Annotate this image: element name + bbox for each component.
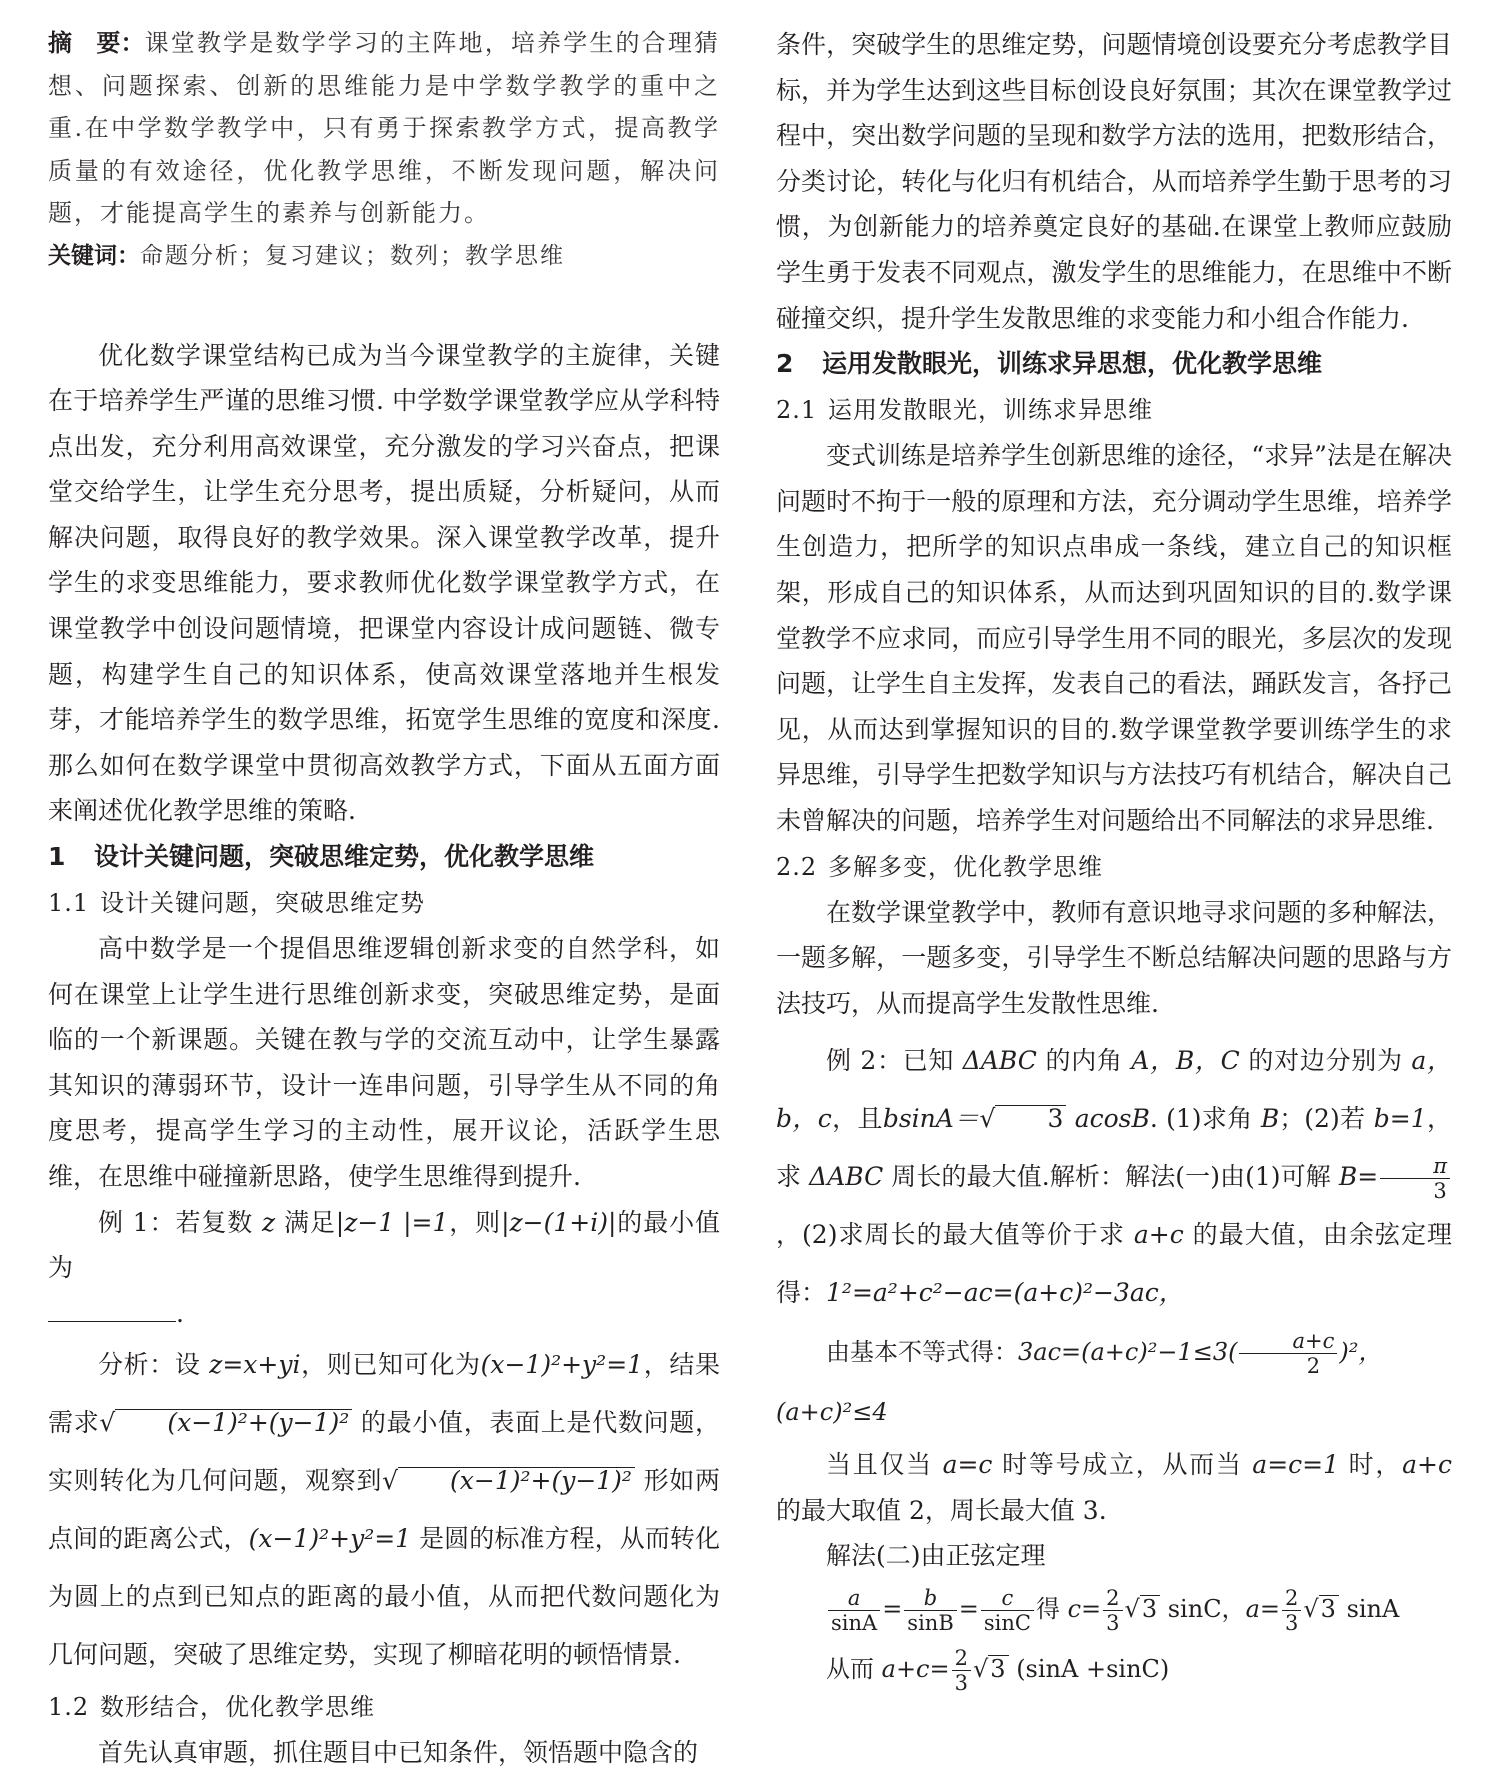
text: 分析：设 bbox=[98, 1350, 210, 1380]
section-title: 多解多变，优化教学思维 bbox=[828, 852, 1103, 881]
fraction-apc-over-2 bbox=[1239, 1329, 1337, 1378]
denominator: 3 bbox=[1284, 1611, 1299, 1636]
text: 的对边分别为 bbox=[1239, 1046, 1412, 1076]
abstract-text: 课堂教学是数学学习的主阵地，培养学生的合理猜想、问题探索、创新的思维能力是中学数学教学的重中之重.在中学数学教学中，只有勇于探索教学方式，提高教学质量的有效途径，优化教学思维，不断发现问题，解决问题，才能提高学生的素养与创新能力。 bbox=[48, 29, 720, 227]
numerator: a bbox=[828, 1586, 880, 1611]
section-2-1-heading bbox=[776, 387, 1452, 433]
analysis-paragraph bbox=[48, 1336, 720, 1684]
section-title: 设计关键问题，突破思维定势，优化教学思维 bbox=[94, 842, 595, 872]
right-column bbox=[776, 22, 1452, 1699]
section-1-2-continued: 条件，突破学生的思维定势，问题情境创设要充分考虑教学目标，并为学生达到这些目标创设良好氛围；其次在课堂教学过程中，突出数学问题的呈现和数学方法的选用，把数形结合，分类讨论，转化与化归有机结合，从而培养学生勤于思考的习惯，为创新能力的培养奠定良好的基础.在课堂上教师应鼓励学生勇于发表不同观点，激发学生的思维能力，在思维中不断碰撞交织，提升学生发散思维的求变能力和小组合作能力. bbox=[776, 30, 1452, 333]
section-number: 2.1 bbox=[776, 396, 818, 425]
section-1-heading bbox=[48, 834, 720, 880]
sqrt-expression: (x−1)²+(y−1)² bbox=[398, 1467, 635, 1494]
text: 是圆的标准方程，从而转化为圆上的点到已知点的距离的最小值，从而把代数问题化为几何问题，突破了思维定势，实现了柳暗花明的顿悟情景. bbox=[48, 1524, 720, 1670]
numerator: π bbox=[1380, 1154, 1450, 1179]
math: B bbox=[1260, 1104, 1280, 1134]
sqrt-sign: √ bbox=[972, 1655, 989, 1684]
denominator: sinA bbox=[831, 1611, 878, 1636]
math: a+c bbox=[1133, 1220, 1184, 1250]
text: . bbox=[176, 1298, 184, 1328]
section-1-2-paragraph: 首先认真审题，抓住题目中已知条件，领悟题中隐含的 bbox=[98, 1738, 699, 1768]
text: 的最大值，由余弦定理得： bbox=[776, 1220, 1452, 1308]
fraction-pi-over-3 bbox=[1380, 1154, 1450, 1203]
sqrt-expression: 3 bbox=[1319, 1595, 1339, 1622]
text: 当且仅当 bbox=[826, 1450, 943, 1480]
fraction-a-sinA bbox=[828, 1586, 880, 1635]
section-number: 1.2 bbox=[48, 1693, 90, 1722]
math: a= bbox=[1245, 1595, 1280, 1624]
section-number: 2 bbox=[776, 349, 794, 379]
fraction-2-3 bbox=[1103, 1586, 1122, 1635]
sqrt-expression: 3 bbox=[1140, 1595, 1160, 1622]
denominator: 2 bbox=[1306, 1354, 1321, 1379]
final-line bbox=[776, 1639, 1452, 1699]
sqrt-sign: √ bbox=[1124, 1595, 1140, 1624]
intro-paragraph: 优化数学课堂结构已成为当今课堂教学的主旋律，关键在于培养学生严谨的思维习惯. 中学数学课堂教学应从学科特点出发，充分利用高效课堂，充分激发的学习兴奋点，把课堂交给学生，让学生充分思考，提出质疑，分析疑问，从而解决问题，取得良好的教学效果。深入课堂教学改革，提升学生的求变思维能力，要求教师优化数学课堂教学方式，在课堂教学中创设问题情境，把课堂内容设计成问题链、微专题，构建学生自己的知识体系，使高效课堂落地并生根发芽，才能培养学生的数学思维，拓宽学生思维的宽度和深度.那么如何在数学课堂中贯彻高效教学方式，下面从五面方面来阐述优化教学思维的策略. bbox=[48, 340, 720, 826]
keywords-label: 关键词： bbox=[48, 242, 140, 269]
section-number: 1 bbox=[48, 842, 66, 872]
math: z=x+yi bbox=[209, 1350, 301, 1380]
text: 的内角 bbox=[1036, 1046, 1132, 1076]
math: ΔABC bbox=[962, 1046, 1037, 1076]
keywords-text: 命题分析；复习建议；数列；教学思维 bbox=[140, 242, 565, 269]
math: 3ac=(a+c)²−1≤3( bbox=[1018, 1338, 1238, 1367]
answer-blank bbox=[48, 1299, 176, 1322]
keywords bbox=[48, 235, 720, 277]
math: c= bbox=[1067, 1595, 1102, 1624]
math: B= bbox=[1338, 1162, 1379, 1192]
sqrt-sign: √ bbox=[1303, 1595, 1319, 1624]
sqrt-sign: √ bbox=[382, 1466, 399, 1496]
text: ，且 bbox=[831, 1104, 883, 1134]
text: 时， bbox=[1339, 1450, 1403, 1480]
section-2-heading bbox=[776, 341, 1452, 387]
text: ，则 bbox=[448, 1207, 502, 1237]
left-column bbox=[48, 22, 720, 1776]
text: (sinA +sinC) bbox=[1008, 1655, 1170, 1684]
denominator: 3 bbox=[954, 1671, 968, 1696]
text: ；(2)若 bbox=[1279, 1104, 1374, 1134]
numerator: 2 bbox=[1103, 1586, 1122, 1611]
section-1-1-paragraph: 高中数学是一个提倡思维逻辑创新求变的自然学科，如何在课堂上让学生进行思维创新求变，突破思维定势，是面临的一个新课题。关键在教与学的交流互动中，让学生暴露其知识的薄弱环节，设计一连串问题，引导学生从不同的角度思考，提高学生学习的主动性，展开议论，活跃学生思维，在思维中碰撞新思路，使学生思维得到提升. bbox=[48, 934, 720, 1191]
section-title: 运用发散眼光，训练求异思维 bbox=[828, 396, 1153, 425]
math: a+c bbox=[1402, 1450, 1452, 1480]
text: sinA bbox=[1338, 1595, 1400, 1624]
math: 1²=a²+c²−ac=(a+c)²−3ac， bbox=[826, 1278, 1184, 1308]
text: 例 2：已知 bbox=[826, 1046, 963, 1076]
sqrt-sign: √ bbox=[979, 1104, 996, 1134]
math: bsinA＝ bbox=[882, 1104, 980, 1134]
section-1-1-heading bbox=[48, 880, 720, 926]
text: ，结果需求 bbox=[48, 1350, 720, 1438]
text: . (1)求角 bbox=[1149, 1104, 1261, 1134]
sqrt-expression: (x−1)²+(y−1)² bbox=[115, 1409, 352, 1436]
section-title: 数形结合，优化教学思维 bbox=[100, 1693, 375, 1722]
section-title: 设计关键问题，突破思维定势 bbox=[100, 889, 425, 918]
numerator: c bbox=[981, 1586, 1034, 1611]
sqrt-expression: 3 bbox=[988, 1655, 1008, 1682]
text: 从而 bbox=[826, 1655, 882, 1684]
numerator: 2 bbox=[1282, 1586, 1301, 1611]
section-1-2-heading bbox=[48, 1684, 720, 1730]
section-number: 1.1 bbox=[48, 889, 90, 918]
fraction-2-3 bbox=[1282, 1586, 1301, 1635]
solution-2-label: 解法(二)由正弦定理 bbox=[826, 1541, 1046, 1571]
text: 时等号成立，从而当 bbox=[992, 1450, 1253, 1480]
denominator: 3 bbox=[1433, 1179, 1447, 1204]
example-1 bbox=[48, 1200, 720, 1337]
example-2 bbox=[776, 1032, 1452, 1322]
fraction-c-sinC bbox=[981, 1586, 1034, 1635]
inequality-line bbox=[776, 1322, 1452, 1442]
numerator: b bbox=[904, 1586, 956, 1611]
abstract bbox=[48, 22, 720, 235]
section-2-1-paragraph: 变式训练是培养学生创新思维的途径，“求异”法是在解决问题时不拘于一般的原理和方法，充分调动学生思维，培养学生创造力，把所学的知识点串成一条线，建立自己的知识框架，形成自己的知识体系，从而达到巩固知识的目的.数学课堂教学不应求同，而应引导学生用不同的眼光，多层次的发现问题，让学生自主发挥，发表自己的看法，踊跃发言，各抒己见，从而达到掌握知识的目的.数学课堂教学要训练学生的求异思维，引导学生把数学知识与方法技巧有机结合，解决自己未曾解决的问题，培养学生对问题给出不同解法的求异思维. bbox=[776, 441, 1452, 835]
math: a，b，c bbox=[776, 1046, 1452, 1134]
text: 的最小值为 bbox=[48, 1207, 720, 1283]
equality-paragraph bbox=[776, 1442, 1452, 1533]
numerator: a+c bbox=[1239, 1329, 1337, 1354]
math: z bbox=[261, 1207, 276, 1237]
text: 的最大取值 2，周长最大值 3. bbox=[776, 1495, 1107, 1525]
abstract-label: 摘 要： bbox=[48, 29, 145, 57]
math: A，B，C bbox=[1131, 1046, 1240, 1076]
section-number: 2.2 bbox=[776, 852, 818, 881]
text: ，(2)求周长的最大值等价于求 bbox=[776, 1220, 1134, 1250]
math: (x−1)²+y²=1 bbox=[480, 1350, 644, 1380]
math: )²，(a+c)²≤4 bbox=[776, 1338, 1383, 1427]
section-2-2-heading bbox=[776, 844, 1452, 890]
sqrt-sign: √ bbox=[99, 1408, 116, 1438]
sqrt-expression: 3 bbox=[995, 1105, 1066, 1132]
denominator: sinC bbox=[983, 1611, 1031, 1636]
math: a=c=1 bbox=[1252, 1450, 1340, 1480]
fraction-2-3 bbox=[952, 1646, 971, 1695]
text: ，则已知可化为 bbox=[300, 1350, 481, 1380]
text: 形如两点间的距离公式， bbox=[48, 1466, 720, 1554]
fraction-b-sinB bbox=[904, 1586, 956, 1635]
text: ，求 bbox=[776, 1104, 1452, 1192]
text: sinC， bbox=[1160, 1595, 1246, 1624]
denominator: sinB bbox=[907, 1611, 954, 1636]
text: 由基本不等式得： bbox=[826, 1338, 1018, 1367]
math: acosB bbox=[1066, 1104, 1150, 1134]
section-2-2-paragraph: 在数学课堂教学中，教师有意识地寻求问题的多种解法，一题多解，一题多变，引导学生不断总结解决问题的思路与方法技巧，从而提高学生发散性思维. bbox=[776, 897, 1452, 1018]
text: 得 bbox=[1035, 1595, 1068, 1624]
math: (x−1)²+y²=1 bbox=[248, 1524, 412, 1554]
text: 例 1：若复数 bbox=[98, 1207, 262, 1237]
math: |z−1 |=1 bbox=[335, 1207, 449, 1237]
math: ΔABC bbox=[809, 1162, 884, 1192]
math: a+c= bbox=[881, 1655, 950, 1684]
numerator: 2 bbox=[952, 1646, 971, 1671]
text: 的最小值，表面上是代数问题，实则转化为几何问题，观察到 bbox=[48, 1408, 720, 1496]
math: b=1 bbox=[1373, 1104, 1427, 1134]
text: 周长的最大值.解析：解法(一)由(1)可解 bbox=[883, 1162, 1339, 1192]
math: |z−(1+i)| bbox=[501, 1207, 617, 1237]
denominator: 3 bbox=[1106, 1611, 1120, 1636]
sine-law-line: $\frac{a}{\sin A}$ = $\frac{b}{\sin B}$ = $\frac{c}{\sin C}$ 得 c= $\frac{2}{3}$ √3 sinC，a= $\frac{2}{3}$ √3 sinA bbox=[776, 1579, 1452, 1639]
math: a=c bbox=[942, 1450, 993, 1480]
text: 满足 bbox=[275, 1207, 336, 1237]
section-title: 运用发散眼光，训练求异思想，优化教学思维 bbox=[822, 349, 1323, 379]
